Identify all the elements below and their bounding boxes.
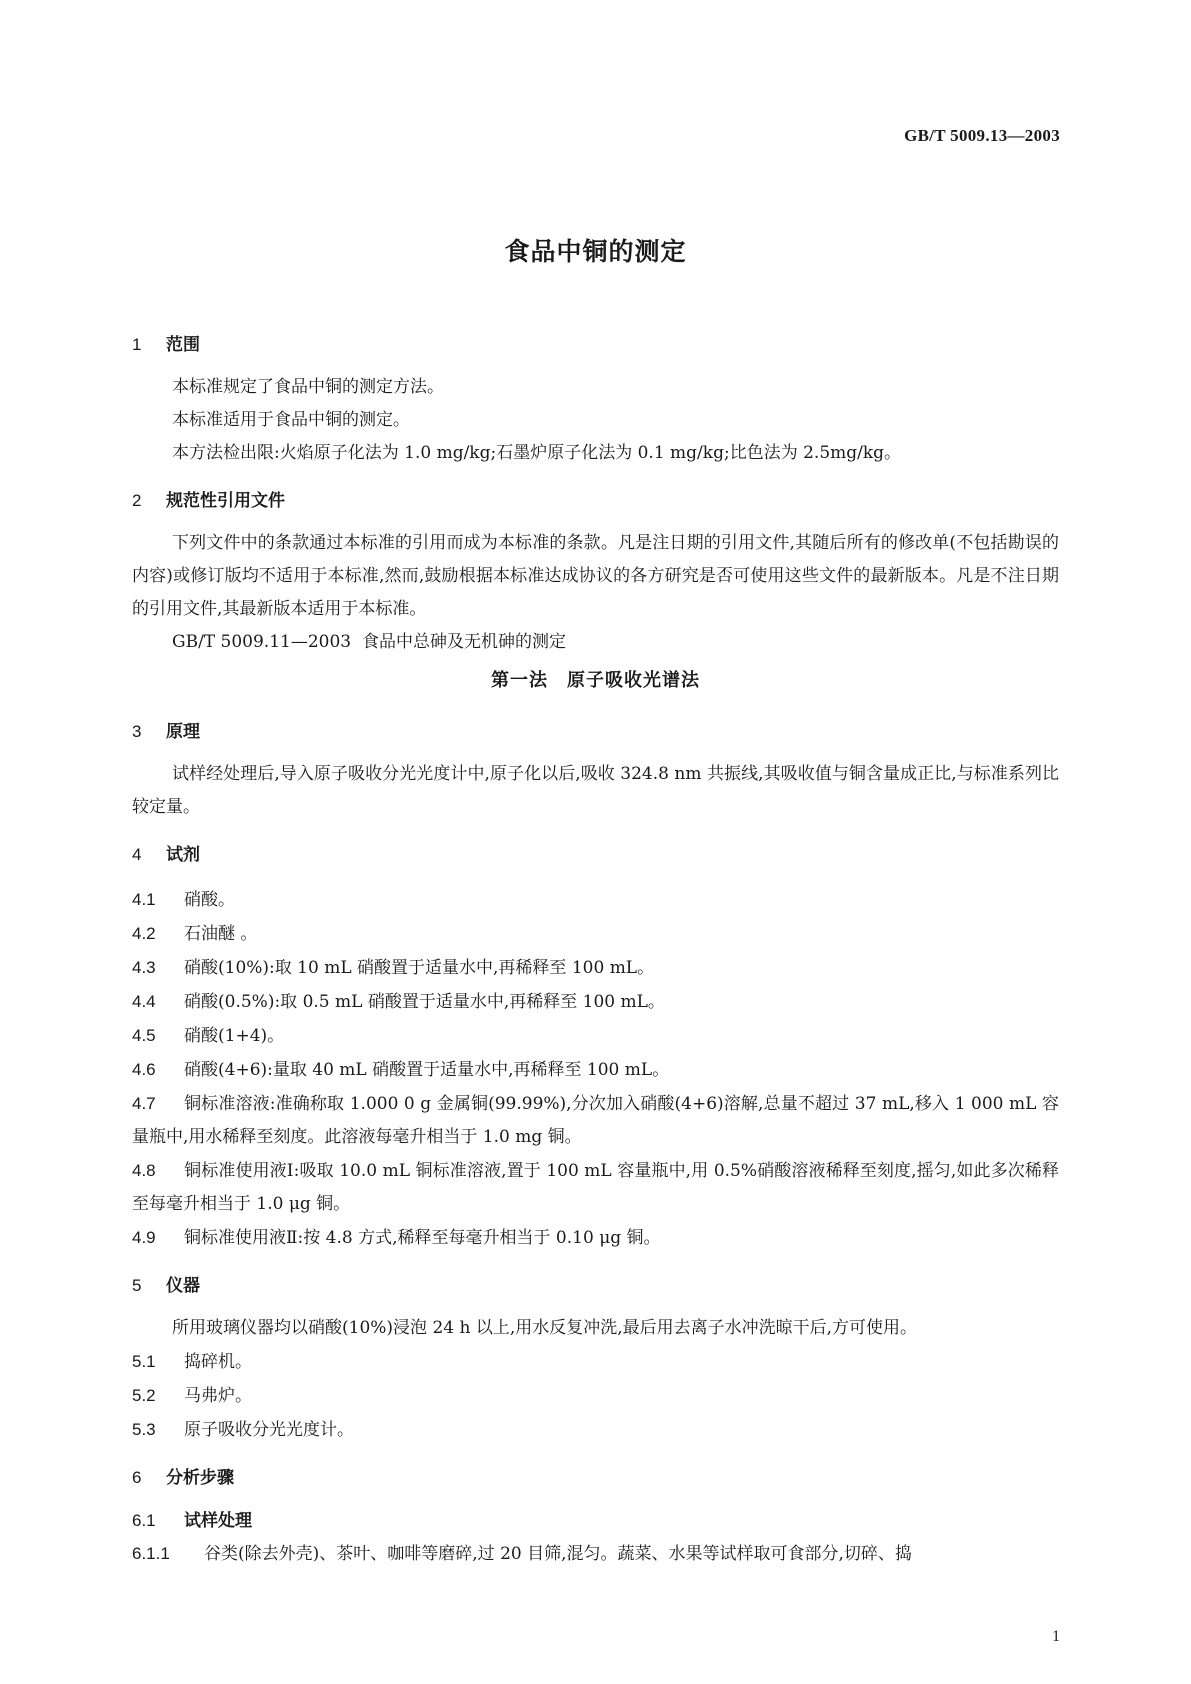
apparatus-item [132, 1413, 1059, 1447]
section-number: 5 [132, 1276, 142, 1295]
item-number: 4.7 [132, 1094, 156, 1113]
apparatus-item [132, 1345, 1059, 1379]
item-number: 4.4 [132, 992, 156, 1011]
item-text: 石油醚 。 [184, 924, 258, 944]
section-title: 分析步骤 [166, 1468, 234, 1488]
reagent-item [132, 1221, 1059, 1255]
item-text: 硝酸(4+6):量取 40 mL 硝酸置于适量水中,再稀释至 100 mL。 [184, 1060, 670, 1080]
subsection-title: 试样处理 [184, 1511, 252, 1531]
item-text: 谷类(除去外壳)、茶叶、咖啡等磨碎,过 20 目筛,混匀。蔬菜、水果等试样取可食部分,切碎、捣 [204, 1544, 912, 1564]
item-text: 铜标准使用液Ⅱ:按 4.8 方式,稀释至每毫升相当于 0.10 μg 铜。 [184, 1228, 661, 1248]
subsection-heading-sample-treatment [132, 1504, 1059, 1537]
method-title: 第一法 原子吸收光谱法 [491, 670, 700, 691]
section-title: 仪器 [166, 1276, 200, 1296]
section-number: 2 [132, 491, 142, 510]
principle-paragraph: 试样经处理后,导入原子吸收分光光度计中,原子化以后,吸收 324.8 nm 共振线,其吸收值与铜含量成正比,与标准系列比较定量。 [132, 764, 1059, 817]
reagent-item [132, 1019, 1059, 1053]
document-body [132, 328, 1059, 1571]
item-text: 捣碎机。 [184, 1352, 252, 1372]
scope-line-2: 本标准适用于食品中铜的测定。 [172, 410, 410, 430]
section-heading-apparatus [132, 1269, 1059, 1302]
reagent-item [132, 1053, 1059, 1087]
section-number: 1 [132, 335, 142, 354]
item-number: 4.8 [132, 1161, 156, 1180]
item-text: 铜标准使用液Ⅰ:吸取 10.0 mL 铜标准溶液,置于 100 mL 容量瓶中,用 0.5%硝酸溶液稀释至刻度,摇匀,如此多次稀释至每毫升相当于 1.0 μg 铜。 [132, 1161, 1059, 1214]
item-number: 5.1 [132, 1352, 156, 1371]
item-number: 4.2 [132, 924, 156, 943]
reagent-item [132, 883, 1059, 917]
item-text: 硝酸。 [184, 890, 235, 910]
item-text: 硝酸(0.5%):取 0.5 mL 硝酸置于适量水中,再稀释至 100 mL。 [184, 992, 665, 1012]
principle-text [132, 758, 1059, 824]
apparatus-text [132, 1312, 1059, 1447]
section-title: 范围 [166, 335, 200, 355]
section-heading-procedure [132, 1461, 1059, 1494]
section-title: 试剂 [166, 845, 200, 865]
item-number: 6.1.1 [132, 1544, 170, 1563]
reagents-list [132, 883, 1059, 1255]
standard-code: GB/T 5009.13—2003 [904, 126, 1060, 145]
section-title: 规范性引用文件 [166, 491, 285, 511]
procedure-item [132, 1537, 1059, 1571]
item-text: 原子吸收分光光度计。 [184, 1420, 354, 1440]
apparatus-paragraph: 所用玻璃仪器均以硝酸(10%)浸泡 24 h 以上,用水反复冲洗,最后用去离子水冲洗晾干后,方可使用。 [172, 1318, 918, 1338]
item-text: 硝酸(10%):取 10 mL 硝酸置于适量水中,再稀释至 100 mL。 [184, 958, 655, 978]
reagent-item [132, 917, 1059, 951]
section-number: 3 [132, 722, 142, 741]
references-paragraph: 下列文件中的条款通过本标准的引用而成为本标准的条款。凡是注日期的引用文件,其随后所有的修改单(不包括勘误的内容)或修订版均不适用于本标准,然而,鼓励根据本标准达成协议的各方研究是否可使用这些文件的最新版本。凡是不注日期的引用文件,其最新版本适用于本标准。 [132, 533, 1059, 619]
scope-line-3: 本方法检出限:火焰原子化法为 1.0 mg/kg;石墨炉原子化法为 0.1 mg/kg;比色法为 2.5mg/kg。 [172, 443, 902, 463]
subsection-number: 6.1 [132, 1511, 156, 1530]
apparatus-item [132, 1379, 1059, 1413]
reagent-item [132, 1087, 1059, 1154]
section-number: 4 [132, 845, 142, 864]
item-number: 5.2 [132, 1386, 156, 1405]
reference-entry [132, 626, 1059, 659]
references-text [132, 527, 1059, 659]
document-title: 食品中铜的测定 [504, 237, 687, 266]
reagent-item [132, 951, 1059, 985]
section-number: 6 [132, 1468, 142, 1487]
section-heading-scope [132, 328, 1059, 361]
section-heading-normative-references [132, 484, 1059, 517]
item-number: 4.3 [132, 958, 156, 977]
scope-text [132, 371, 1059, 470]
scope-line-1: 本标准规定了食品中铜的测定方法。 [172, 377, 444, 397]
item-text: 马弗炉。 [184, 1386, 252, 1406]
item-number: 4.6 [132, 1060, 156, 1079]
reagent-item [132, 985, 1059, 1019]
item-number: 4.9 [132, 1228, 156, 1247]
reference-code: GB/T 5009.11—2003 [172, 632, 352, 652]
reference-title: 食品中总砷及无机砷的测定 [362, 632, 566, 652]
item-text: 硝酸(1+4)。 [184, 1026, 285, 1046]
item-number: 4.5 [132, 1026, 156, 1045]
section-heading-reagents [132, 838, 1059, 871]
section-heading-principle [132, 715, 1059, 748]
page-number: 1 [1052, 1628, 1060, 1645]
item-number: 4.1 [132, 890, 156, 909]
item-text: 铜标准溶液:准确称取 1.000 0 g 金属铜(99.99%),分次加入硝酸(4+6)溶解,总量不超过 37 mL,移入 1 000 mL 容量瓶中,用水稀释至刻度。此溶液每毫升相当于 1.0 mg 铜。 [132, 1094, 1059, 1147]
reagent-item [132, 1154, 1059, 1221]
item-number: 5.3 [132, 1420, 156, 1439]
section-title: 原理 [166, 722, 200, 742]
